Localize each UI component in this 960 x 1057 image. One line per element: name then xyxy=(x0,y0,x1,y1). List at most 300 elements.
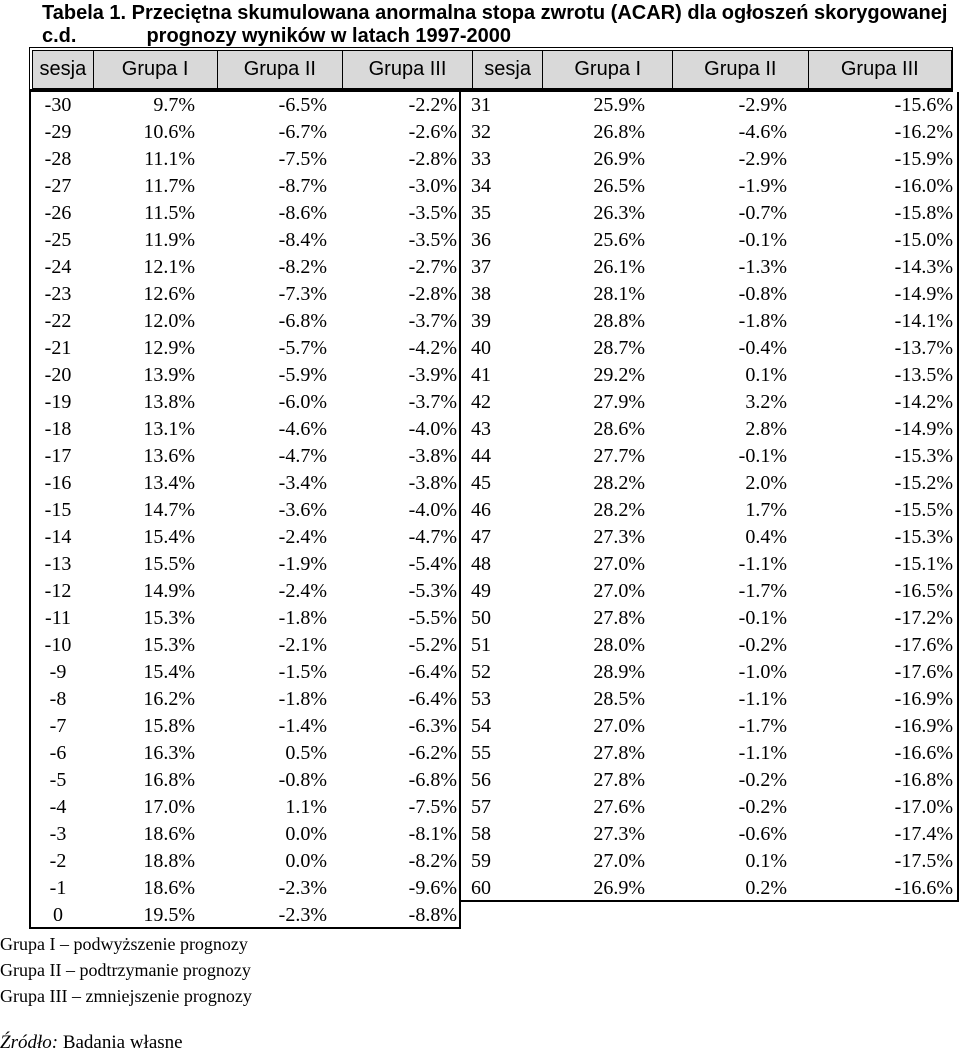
group-i-cell: 11.9% xyxy=(144,229,195,251)
group-ii-cell: -1.8% xyxy=(278,607,327,629)
group-iii-cell: -6.4% xyxy=(408,688,457,710)
group-i-cell: 14.7% xyxy=(143,499,195,521)
left-row-block xyxy=(29,713,461,740)
group-iii-cell: -3.0% xyxy=(408,175,457,197)
group-i-cell: 28.2% xyxy=(593,472,645,494)
group-iii-cell: -3.5% xyxy=(408,229,457,251)
group-i-cell: 15.3% xyxy=(143,607,195,629)
session-cell: -23 xyxy=(44,283,72,305)
group-i-cell: 13.9% xyxy=(143,364,195,386)
right-row-block xyxy=(461,254,959,281)
right-row-block xyxy=(461,416,959,443)
group-i-cell: 27.0% xyxy=(593,553,645,575)
group-ii-cell: -0.2% xyxy=(738,634,787,656)
group-i-cell: 27.6% xyxy=(593,796,645,818)
group-ii-cell: -2.9% xyxy=(738,94,787,116)
group-i-cell: 26.9% xyxy=(593,877,645,899)
session-cell: -19 xyxy=(44,391,72,413)
group-ii-cell: -3.6% xyxy=(278,499,327,521)
session-cell: -22 xyxy=(44,310,72,332)
right-row-block xyxy=(461,632,959,659)
group-i-cell: 15.5% xyxy=(143,553,195,575)
group-iii-cell: -2.6% xyxy=(408,121,457,143)
group-iii-cell: -16.0% xyxy=(894,175,953,197)
session-cell: -3 xyxy=(49,823,67,845)
group-ii-cell: 1.1% xyxy=(285,796,327,818)
session-cell: -11 xyxy=(45,607,71,629)
table-row xyxy=(29,551,953,578)
left-row-block xyxy=(29,308,461,335)
left-row-block xyxy=(29,200,461,227)
right-row-block xyxy=(461,173,959,200)
table-row xyxy=(29,821,953,848)
group-i-cell: 12.0% xyxy=(143,310,195,332)
legend xyxy=(0,931,252,1009)
group-i-cell: 14.9% xyxy=(143,580,195,602)
left-row-block xyxy=(29,227,461,254)
group-i-cell: 12.1% xyxy=(143,256,195,278)
group-i-cell: 15.8% xyxy=(143,715,195,737)
session-cell: 0 xyxy=(53,904,63,926)
group-ii-cell: -1.1% xyxy=(738,688,787,710)
header-cell: Grupa III xyxy=(808,51,951,89)
legend-item: Grupa II – podtrzymanie prognozy xyxy=(0,960,251,980)
group-i-cell: 26.3% xyxy=(593,202,645,224)
group-iii-cell: -16.6% xyxy=(894,742,953,764)
table-caption xyxy=(42,2,952,48)
table-row xyxy=(29,632,953,659)
group-i-cell: 28.5% xyxy=(593,688,645,710)
session-cell: -2 xyxy=(49,850,67,872)
table-row xyxy=(29,173,953,200)
table-row xyxy=(29,767,953,794)
group-iii-cell: -17.5% xyxy=(894,850,953,872)
group-i-cell: 27.7% xyxy=(593,445,645,467)
group-ii-cell: 0.4% xyxy=(745,526,787,548)
group-i-cell: 18.6% xyxy=(143,823,195,845)
group-ii-cell: 0.1% xyxy=(745,364,787,386)
left-row-block xyxy=(29,92,461,119)
group-ii-cell: 3.2% xyxy=(745,391,787,413)
session-cell: 41 xyxy=(471,364,491,386)
group-ii-cell: -1.1% xyxy=(738,553,787,575)
group-i-cell: 17.0% xyxy=(143,796,195,818)
group-ii-cell: -4.7% xyxy=(278,445,327,467)
group-iii-cell: -17.4% xyxy=(894,823,953,845)
right-row-block xyxy=(461,200,959,227)
right-row-block xyxy=(461,686,959,713)
group-ii-cell: -1.1% xyxy=(738,742,787,764)
right-row-block xyxy=(461,659,959,686)
session-cell: -27 xyxy=(44,175,72,197)
group-iii-cell: -14.2% xyxy=(894,391,953,413)
group-iii-cell: -14.9% xyxy=(894,283,953,305)
group-i-cell: 18.8% xyxy=(143,850,195,872)
session-cell: 42 xyxy=(471,391,491,413)
session-cell: -24 xyxy=(44,256,72,278)
right-row-block xyxy=(461,335,959,362)
right-row-block xyxy=(461,443,959,470)
table-row xyxy=(29,713,953,740)
table-body xyxy=(29,90,953,929)
session-cell: -21 xyxy=(44,337,72,359)
group-iii-cell: -3.5% xyxy=(408,202,457,224)
caption-subtitle: prognozy wyników w latach 1997-2000 xyxy=(146,25,512,47)
group-ii-cell: 0.0% xyxy=(285,850,327,872)
group-ii-cell: 1.7% xyxy=(745,499,787,521)
session-cell: -4 xyxy=(49,796,67,818)
table-row xyxy=(29,200,953,227)
group-i-cell: 16.8% xyxy=(143,769,195,791)
group-iii-cell: -2.7% xyxy=(408,256,457,278)
session-cell: -6 xyxy=(49,742,67,764)
group-i-cell: 27.0% xyxy=(593,715,645,737)
group-ii-cell: -0.1% xyxy=(738,607,787,629)
session-cell: 60 xyxy=(471,877,491,899)
caption-line-1: Tabela 1. Przeciętna skumulowana anormalna stopa zwrotu (ACAR) dla ogłoszeń skorygowanej xyxy=(42,2,948,24)
table-row xyxy=(29,794,953,821)
group-ii-cell: -4.6% xyxy=(738,121,787,143)
table-row xyxy=(29,90,953,119)
header-cell: Grupa I xyxy=(543,51,673,89)
left-row-block xyxy=(29,848,461,875)
session-cell: -15 xyxy=(44,499,72,521)
group-ii-cell: -1.5% xyxy=(278,661,327,683)
group-iii-cell: -15.6% xyxy=(894,94,953,116)
group-i-cell: 28.1% xyxy=(593,283,645,305)
group-ii-cell: -2.3% xyxy=(278,877,327,899)
group-ii-cell: -6.0% xyxy=(278,391,327,413)
left-row-block xyxy=(29,497,461,524)
group-i-cell: 16.2% xyxy=(143,688,195,710)
group-ii-cell: -8.7% xyxy=(278,175,327,197)
group-i-cell: 26.5% xyxy=(593,175,645,197)
source-label: Źródło: xyxy=(0,1032,59,1053)
right-row-block xyxy=(461,578,959,605)
group-ii-cell: -5.7% xyxy=(278,337,327,359)
caption-continuation: c.d. xyxy=(42,25,77,47)
group-iii-cell: -15.3% xyxy=(894,445,953,467)
group-iii-cell: -15.3% xyxy=(894,526,953,548)
group-i-cell: 9.7% xyxy=(153,94,195,116)
session-cell: 36 xyxy=(471,229,491,251)
session-cell: 43 xyxy=(471,418,491,440)
left-row-block xyxy=(29,470,461,497)
left-row-block xyxy=(29,659,461,686)
source-text: Badania własne xyxy=(58,1032,183,1053)
left-row-block xyxy=(29,632,461,659)
group-ii-cell: -0.7% xyxy=(738,202,787,224)
session-cell: -30 xyxy=(44,94,72,116)
group-iii-cell: -16.2% xyxy=(894,121,953,143)
group-iii-cell: -3.7% xyxy=(408,310,457,332)
header-cell: Grupa II xyxy=(217,51,343,89)
group-iii-cell: -16.6% xyxy=(894,877,953,899)
group-iii-cell: -6.4% xyxy=(408,661,457,683)
group-ii-cell: -1.7% xyxy=(738,580,787,602)
right-row-block xyxy=(461,362,959,389)
group-i-cell: 13.1% xyxy=(143,418,195,440)
group-ii-cell: -0.8% xyxy=(278,769,327,791)
group-i-cell: 13.4% xyxy=(143,472,195,494)
session-cell: 48 xyxy=(471,553,491,575)
left-row-block xyxy=(29,443,461,470)
left-row-block xyxy=(29,686,461,713)
table-row xyxy=(29,497,953,524)
group-iii-cell: -7.5% xyxy=(408,796,457,818)
left-row-block xyxy=(29,146,461,173)
table-row xyxy=(29,443,953,470)
left-row-block xyxy=(29,821,461,848)
table-row xyxy=(29,686,953,713)
table-row xyxy=(29,875,953,902)
left-row-block xyxy=(29,119,461,146)
table-row xyxy=(29,605,953,632)
group-ii-cell: -2.1% xyxy=(278,634,327,656)
group-iii-cell: -3.8% xyxy=(408,472,457,494)
left-row-block xyxy=(29,335,461,362)
table-row xyxy=(29,470,953,497)
group-iii-cell: -8.8% xyxy=(408,904,457,926)
group-i-cell: 16.3% xyxy=(143,742,195,764)
group-iii-cell: -4.0% xyxy=(408,418,457,440)
table-row xyxy=(29,119,953,146)
group-i-cell: 27.9% xyxy=(593,391,645,413)
table-row xyxy=(29,335,953,362)
table-row xyxy=(29,362,953,389)
group-iii-cell: -17.0% xyxy=(894,796,953,818)
table-row xyxy=(29,308,953,335)
group-ii-cell: -0.8% xyxy=(738,283,787,305)
group-iii-cell: -9.6% xyxy=(408,877,457,899)
group-iii-cell: -13.7% xyxy=(894,337,953,359)
group-ii-cell: -5.9% xyxy=(278,364,327,386)
group-ii-cell: -8.6% xyxy=(278,202,327,224)
legend-item: Grupa III – zmniejszenie prognozy xyxy=(0,986,252,1006)
group-ii-cell: -2.4% xyxy=(278,526,327,548)
group-iii-cell: -4.0% xyxy=(408,499,457,521)
group-iii-cell: -15.9% xyxy=(894,148,953,170)
session-cell: -28 xyxy=(44,148,72,170)
right-row-block xyxy=(461,794,959,821)
session-cell: 31 xyxy=(471,94,491,116)
table-row xyxy=(29,389,953,416)
group-ii-cell: 2.0% xyxy=(745,472,787,494)
group-iii-cell: -2.8% xyxy=(408,148,457,170)
group-ii-cell: 0.5% xyxy=(285,742,327,764)
group-i-cell: 26.9% xyxy=(593,148,645,170)
group-ii-cell: -0.6% xyxy=(738,823,787,845)
table-row xyxy=(29,524,953,551)
session-cell: 38 xyxy=(471,283,491,305)
session-cell: 56 xyxy=(471,769,491,791)
session-cell: -12 xyxy=(44,580,72,602)
session-cell: -17 xyxy=(44,445,72,467)
right-row-block xyxy=(461,524,959,551)
session-cell: 53 xyxy=(471,688,491,710)
group-ii-cell: -6.8% xyxy=(278,310,327,332)
session-cell: 37 xyxy=(471,256,491,278)
group-iii-cell: -8.1% xyxy=(408,823,457,845)
header-cell: Grupa II xyxy=(673,51,809,89)
group-ii-cell: -2.9% xyxy=(738,148,787,170)
group-ii-cell: 0.1% xyxy=(745,850,787,872)
group-i-cell: 19.5% xyxy=(143,904,195,926)
source-note xyxy=(0,1032,183,1054)
group-ii-cell: -4.6% xyxy=(278,418,327,440)
group-iii-cell: -15.2% xyxy=(894,472,953,494)
group-ii-cell: -7.5% xyxy=(278,148,327,170)
group-iii-cell: -2.8% xyxy=(408,283,457,305)
group-iii-cell: -14.3% xyxy=(894,256,953,278)
group-i-cell: 28.8% xyxy=(593,310,645,332)
session-cell: 44 xyxy=(471,445,491,467)
session-cell: -5 xyxy=(49,769,67,791)
session-cell: 52 xyxy=(471,661,491,683)
group-ii-cell: -8.4% xyxy=(278,229,327,251)
right-row-block xyxy=(461,551,959,578)
session-cell: -10 xyxy=(44,634,72,656)
group-iii-cell: -16.9% xyxy=(894,715,953,737)
session-cell: 32 xyxy=(471,121,491,143)
group-ii-cell: -0.2% xyxy=(738,796,787,818)
group-i-cell: 28.6% xyxy=(593,418,645,440)
group-iii-cell: -5.2% xyxy=(408,634,457,656)
left-row-block xyxy=(29,740,461,767)
session-cell: 55 xyxy=(471,742,491,764)
left-row-block xyxy=(29,875,461,902)
group-i-cell: 11.5% xyxy=(144,202,195,224)
header-cell: Grupa III xyxy=(343,51,473,89)
session-cell: 45 xyxy=(471,472,491,494)
session-cell: -8 xyxy=(49,688,67,710)
group-iii-cell: -15.1% xyxy=(894,553,953,575)
group-i-cell: 27.0% xyxy=(593,850,645,872)
session-cell: -14 xyxy=(44,526,72,548)
session-cell: 58 xyxy=(471,823,491,845)
group-i-cell: 28.0% xyxy=(593,634,645,656)
group-iii-cell: -17.6% xyxy=(894,661,953,683)
left-row-block xyxy=(29,578,461,605)
group-ii-cell: -0.2% xyxy=(738,769,787,791)
session-cell: 47 xyxy=(471,526,491,548)
left-row-block xyxy=(29,767,461,794)
group-i-cell: 11.7% xyxy=(144,175,195,197)
header-cell: sesja xyxy=(33,51,94,89)
group-iii-cell: -15.0% xyxy=(894,229,953,251)
group-iii-cell: -4.7% xyxy=(408,526,457,548)
group-ii-cell: -1.0% xyxy=(738,661,787,683)
session-cell: 59 xyxy=(471,850,491,872)
group-ii-cell: -7.3% xyxy=(278,283,327,305)
group-ii-cell: -1.9% xyxy=(738,175,787,197)
session-cell: -16 xyxy=(44,472,72,494)
group-iii-cell: -15.5% xyxy=(894,499,953,521)
group-ii-cell: 0.0% xyxy=(285,823,327,845)
group-iii-cell: -5.3% xyxy=(408,580,457,602)
table-row xyxy=(29,146,953,173)
session-cell: 57 xyxy=(471,796,491,818)
group-i-cell: 27.0% xyxy=(593,580,645,602)
left-row-block xyxy=(29,902,461,929)
group-iii-cell: -17.2% xyxy=(894,607,953,629)
group-iii-cell: -6.2% xyxy=(408,742,457,764)
session-cell: -1 xyxy=(49,877,67,899)
group-ii-cell: 2.8% xyxy=(745,418,787,440)
group-iii-cell: -3.8% xyxy=(408,445,457,467)
group-iii-cell: -6.8% xyxy=(408,769,457,791)
group-iii-cell: -5.5% xyxy=(408,607,457,629)
group-i-cell: 28.9% xyxy=(593,661,645,683)
group-i-cell: 27.3% xyxy=(593,823,645,845)
group-iii-cell: -16.8% xyxy=(894,769,953,791)
table-row xyxy=(29,281,953,308)
table-row xyxy=(29,416,953,443)
group-iii-cell: -16.9% xyxy=(894,688,953,710)
header-cell: sesja xyxy=(472,51,543,89)
left-row-block xyxy=(29,281,461,308)
group-ii-cell: -1.8% xyxy=(278,688,327,710)
right-row-block xyxy=(461,281,959,308)
right-row-block xyxy=(461,740,959,767)
group-ii-cell: -2.3% xyxy=(278,904,327,926)
right-row-block xyxy=(461,146,959,173)
group-i-cell: 25.9% xyxy=(593,94,645,116)
table-row xyxy=(29,578,953,605)
table-row xyxy=(29,227,953,254)
left-row-block xyxy=(29,605,461,632)
table-header xyxy=(32,50,952,89)
table-row xyxy=(29,659,953,686)
group-ii-cell: -2.4% xyxy=(278,580,327,602)
right-row-block xyxy=(461,227,959,254)
group-i-cell: 12.9% xyxy=(143,337,195,359)
group-ii-cell: -0.4% xyxy=(738,337,787,359)
group-ii-cell: -8.2% xyxy=(278,256,327,278)
table-row xyxy=(29,902,953,929)
group-iii-cell: -14.9% xyxy=(894,418,953,440)
session-cell: -25 xyxy=(44,229,72,251)
left-row-block xyxy=(29,794,461,821)
group-ii-cell: -0.1% xyxy=(738,445,787,467)
right-row-block xyxy=(461,308,959,335)
group-i-cell: 18.6% xyxy=(143,877,195,899)
group-i-cell: 28.2% xyxy=(593,499,645,521)
group-i-cell: 28.7% xyxy=(593,337,645,359)
group-i-cell: 29.2% xyxy=(593,364,645,386)
right-row-block xyxy=(461,92,959,119)
table-row xyxy=(29,740,953,767)
session-cell: 39 xyxy=(471,310,491,332)
session-cell: 35 xyxy=(471,202,491,224)
session-cell: -26 xyxy=(44,202,72,224)
group-iii-cell: -6.3% xyxy=(408,715,457,737)
group-ii-cell: -1.7% xyxy=(738,715,787,737)
session-cell: 51 xyxy=(471,634,491,656)
right-row-block xyxy=(461,497,959,524)
group-iii-cell: -2.2% xyxy=(408,94,457,116)
session-cell: -7 xyxy=(49,715,67,737)
group-ii-cell: -1.3% xyxy=(738,256,787,278)
right-row-block xyxy=(461,119,959,146)
group-iii-cell: -3.9% xyxy=(408,364,457,386)
group-i-cell: 27.8% xyxy=(593,742,645,764)
group-i-cell: 27.8% xyxy=(593,769,645,791)
left-row-block xyxy=(29,254,461,281)
table-row xyxy=(29,254,953,281)
group-i-cell: 27.8% xyxy=(593,607,645,629)
group-i-cell: 15.4% xyxy=(143,661,195,683)
